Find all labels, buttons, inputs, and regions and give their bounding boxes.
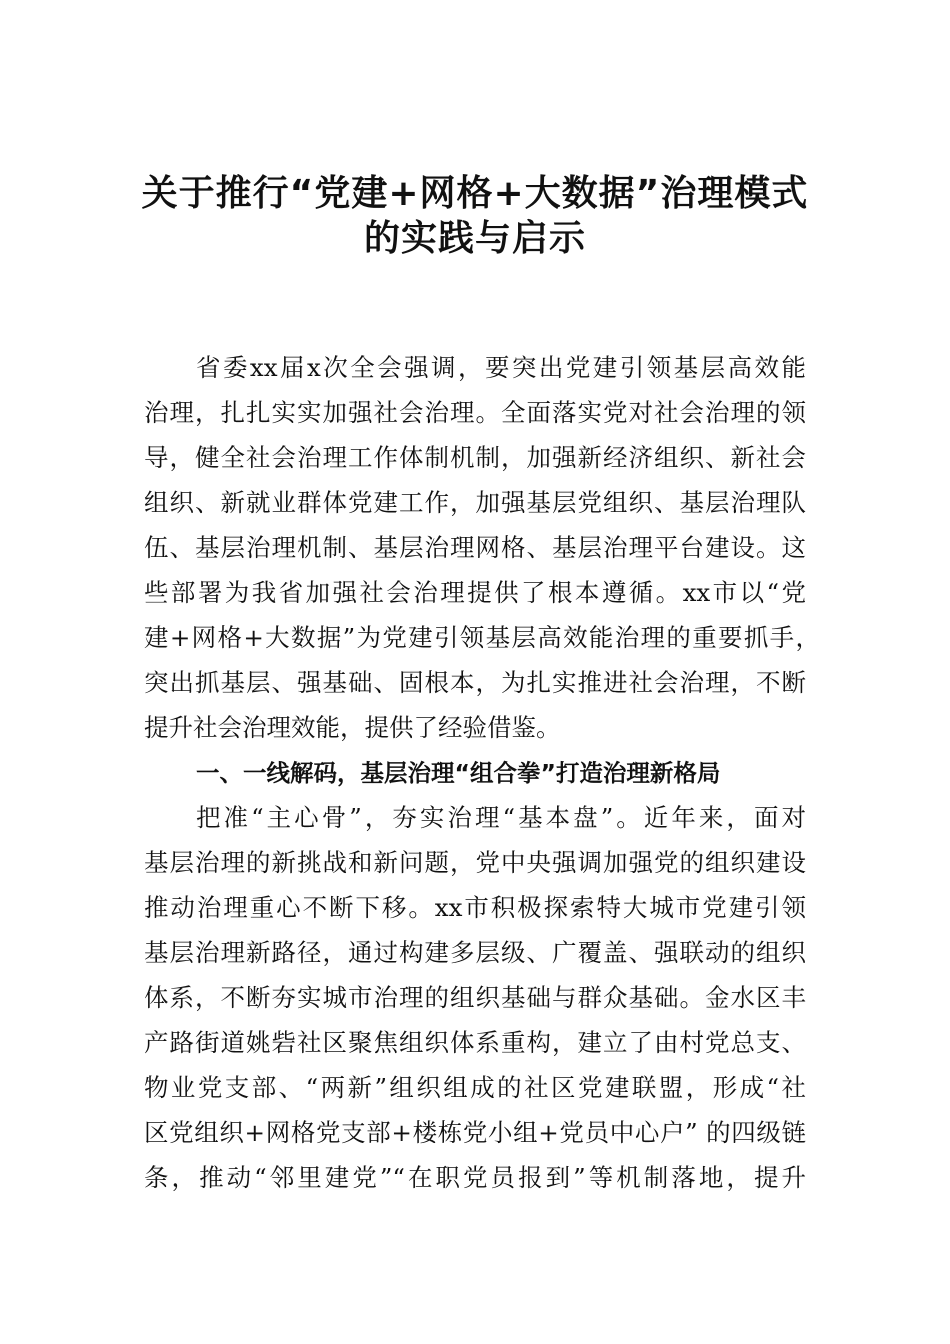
paragraph-1-line: 突出抓基层、强基础、固根本，为扎实推进社会治理，不断 <box>144 668 806 697</box>
paragraph-1-line: 提升社会治理效能，提供了经验借鉴。 <box>144 713 561 742</box>
paragraph-1-line: 省委xx届x次全会强调，要突出党建引领基层高效能 <box>196 353 806 382</box>
section-1-heading: 一、一线解码，基层治理“组合拳”打造治理新格局 <box>196 759 721 787</box>
document-title-line-1: 关于推行“党建+网格+大数据”治理模式 <box>141 173 809 214</box>
paragraph-1-line: 治理，扎扎实实加强社会治理。全面落实党对社会治理的领 <box>144 398 806 427</box>
paragraph-2-line: 区党组织+网格党支部+楼栋党小组+党员中心户” 的四级链 <box>144 1118 806 1147</box>
paragraph-2-line: 把准“主心骨”，夯实治理“基本盘”。近年来，面对 <box>196 803 806 832</box>
paragraph-1-line: 导，健全社会治理工作体制机制，加强新经济组织、新社会 <box>144 443 806 472</box>
paragraph-1-line: 组织、新就业群体党建工作，加强基层党组织、基层治理队 <box>144 488 806 517</box>
paragraph-2-line: 条，推动“邻里建党”“在职党员报到”等机制落地，提升 <box>144 1163 806 1192</box>
paragraph-2-line: 基层治理的新挑战和新问题，党中央强调加强党的组织建设 <box>144 848 806 877</box>
document-title-line-2: 的实践与启示 <box>363 218 586 259</box>
paragraph-2-line: 推动治理重心不断下移。xx市积极探索特大城市党建引领 <box>144 893 806 922</box>
paragraph-2-line: 体系，不断夯实城市治理的组织基础与群众基础。金水区丰 <box>144 983 806 1012</box>
paragraph-1-line: 建+网格+大数据”为党建引领基层高效能治理的重要抓手， <box>144 623 820 652</box>
paragraph-2-line: 基层治理新路径，通过构建多层级、广覆盖、强联动的组织 <box>144 938 806 967</box>
paragraph-1-line: 些部署为我省加强社会治理提供了根本遵循。xx市以“党 <box>144 578 806 607</box>
paragraph-2-line: 物业党支部、“两新”组织组成的社区党建联盟，形成“社 <box>144 1073 806 1102</box>
paragraph-2-line: 产路街道姚砦社区聚焦组织体系重构，建立了由村党总支、 <box>144 1028 806 1057</box>
paragraph-1-line: 伍、基层治理机制、基层治理网格、基层治理平台建设。这 <box>144 533 806 562</box>
